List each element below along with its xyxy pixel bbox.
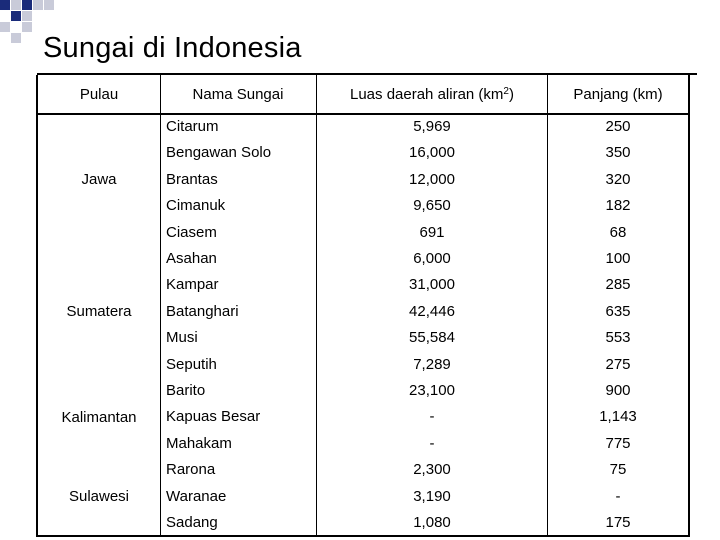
river-length: 275 xyxy=(605,355,631,373)
river-area: 55,584 xyxy=(409,329,455,347)
deco-square xyxy=(22,22,32,32)
river-length: 100 xyxy=(605,250,631,267)
table-row xyxy=(38,352,688,378)
header-luas-sup: 2 xyxy=(503,86,509,97)
river-length: 250 xyxy=(605,118,631,135)
river-length: - xyxy=(615,487,621,505)
river-name: Barito xyxy=(166,382,206,399)
river-name: Cimanuk xyxy=(166,197,226,215)
river-area: 3,190 xyxy=(413,487,451,505)
table-header xyxy=(38,75,688,115)
river-name: Citarum xyxy=(166,118,219,135)
river-name: Sadang xyxy=(166,514,218,531)
table-row xyxy=(38,510,688,536)
river-area: 1,080 xyxy=(413,514,451,531)
deco-square xyxy=(22,11,32,21)
deco-square xyxy=(11,11,21,21)
river-name: Rarona xyxy=(166,461,216,479)
river-area: - xyxy=(429,434,435,452)
river-length: 635 xyxy=(605,302,631,320)
table-row xyxy=(38,246,688,272)
page-title: Sungai di Indonesia xyxy=(43,32,302,64)
river-name: Mahakam xyxy=(166,434,232,452)
deco-square xyxy=(11,33,21,43)
river-name: Bengawan Solo xyxy=(166,144,272,162)
river-name: Seputih xyxy=(166,355,217,373)
river-length: 285 xyxy=(605,276,631,294)
river-name: Batanghari xyxy=(166,302,239,320)
table-row xyxy=(38,325,688,351)
river-name: Ciasem xyxy=(166,223,217,241)
table-row xyxy=(38,457,688,483)
river-area: 31,000 xyxy=(409,276,455,294)
river-length: 553 xyxy=(605,329,631,347)
table-row xyxy=(38,272,688,298)
river-area: 6,000 xyxy=(413,250,451,267)
river-name: Musi xyxy=(166,329,198,347)
river-length: 775 xyxy=(605,434,631,452)
river-length: 320 xyxy=(605,170,631,188)
river-area: 23,100 xyxy=(409,382,455,399)
table-row xyxy=(38,378,688,404)
deco-square xyxy=(0,0,10,10)
table-row xyxy=(38,431,688,457)
river-name: Kampar xyxy=(166,276,219,294)
deco-square xyxy=(33,0,43,10)
river-area: 691 xyxy=(419,223,445,241)
river-name: Kapuas Besar xyxy=(166,408,261,426)
header-pulau: Pulau xyxy=(79,86,119,103)
deco-square xyxy=(22,0,32,10)
river-area: 42,446 xyxy=(409,302,455,320)
river-name: Waranae xyxy=(166,487,227,505)
river-area: 5,969 xyxy=(413,118,451,135)
table-row xyxy=(38,140,688,166)
header-nama-sungai: Nama Sungai xyxy=(192,86,284,103)
header-luas-text: Luas daerah aliran (km xyxy=(350,86,504,103)
table-row xyxy=(38,114,688,140)
river-area: 9,650 xyxy=(413,197,451,215)
river-length: 350 xyxy=(605,144,631,162)
island-label: Jawa xyxy=(81,171,117,188)
table-row xyxy=(38,220,688,246)
river-area: 16,000 xyxy=(409,144,455,162)
island-label: Kalimantan xyxy=(61,408,137,426)
river-length: 75 xyxy=(609,461,627,479)
deco-square xyxy=(0,22,10,32)
river-name: Asahan xyxy=(166,250,217,267)
island-label: Sulawesi xyxy=(68,487,130,505)
river-area: 2,300 xyxy=(413,461,451,479)
header-luas xyxy=(317,75,547,113)
river-length: 68 xyxy=(609,223,627,241)
river-length: 182 xyxy=(605,197,631,215)
table-row xyxy=(38,193,688,219)
river-length: 175 xyxy=(605,514,631,531)
river-name: Brantas xyxy=(166,170,218,188)
river-area: 12,000 xyxy=(409,170,455,188)
deco-square xyxy=(11,0,21,10)
rivers-table xyxy=(36,75,690,537)
header-panjang: Panjang (km) xyxy=(573,86,663,103)
island-label: Sumatera xyxy=(66,303,132,320)
river-length: 900 xyxy=(605,382,631,399)
river-area: - xyxy=(429,408,435,426)
deco-square xyxy=(44,0,54,10)
river-area: 7,289 xyxy=(413,355,451,373)
river-length: 1,143 xyxy=(599,408,637,426)
header-luas-close: ) xyxy=(508,86,514,103)
